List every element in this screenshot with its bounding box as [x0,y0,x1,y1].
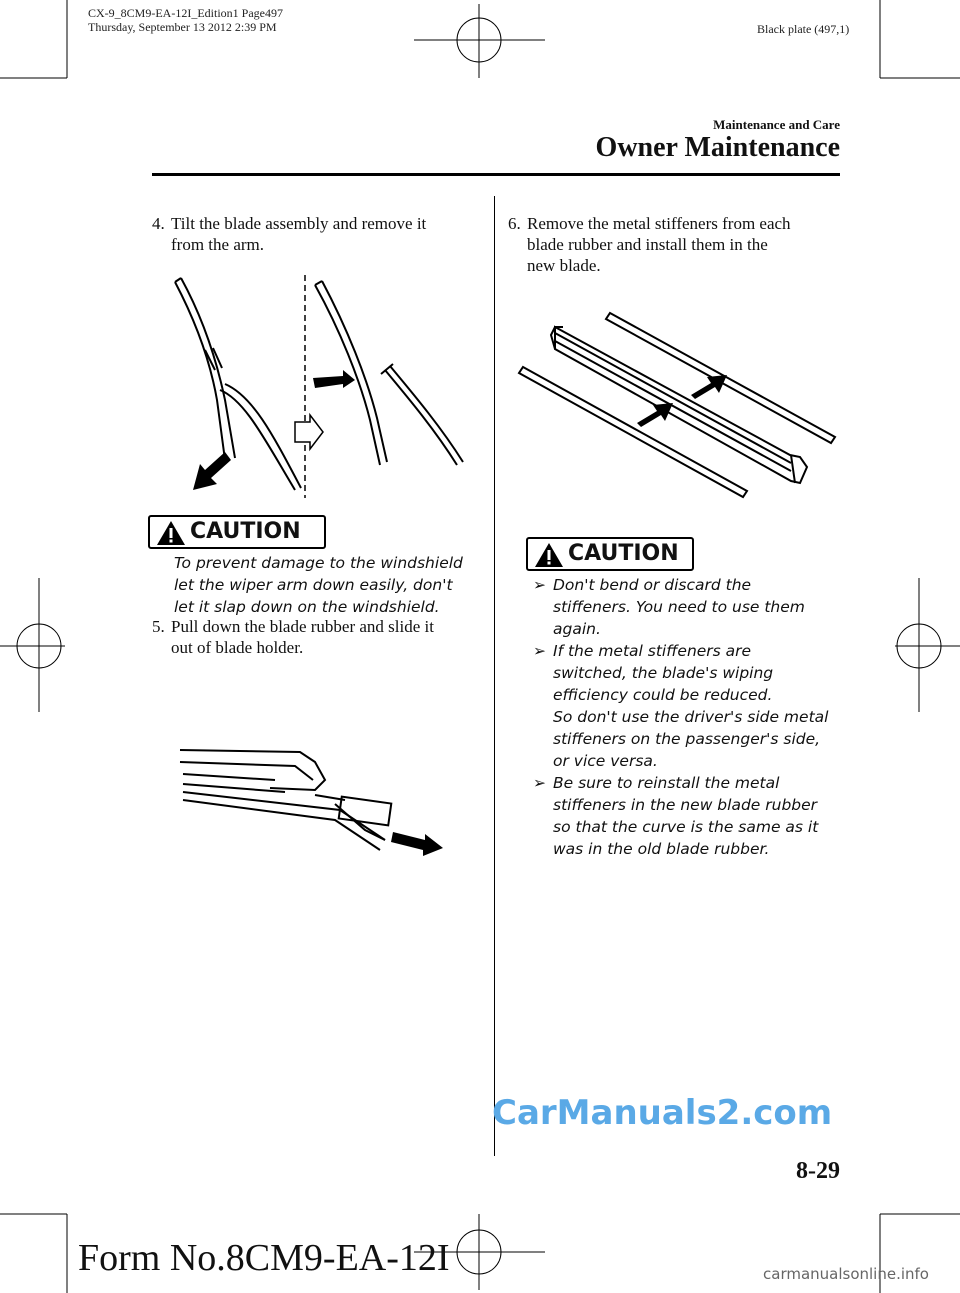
step-4-line1: Tilt the blade assembly and remove it [171,214,427,233]
step-5-number: 5. [152,617,165,636]
header-rule [152,173,840,176]
form-number: Form No.8CM9-EA-12I [78,1237,450,1279]
arrow-bullet-icon: ➢ [533,576,546,594]
caution-line: let it slap down on the windshield. [174,598,440,616]
file-info [88,6,283,34]
step-4-line2: from the arm. [171,235,264,254]
watermark-logo[interactable]: CarManuals2.com [492,1093,833,1133]
section-subtitle: Maintenance and Care [713,117,840,132]
file-info-line1: CX-9_8CM9-EA-12I_Edition1 Page497 [88,6,283,20]
step-4-number: 4. [152,214,165,233]
site-watermark[interactable]: carmanualsonline.info [763,1265,929,1283]
step-6 [508,213,848,281]
blade-rubber-illustration [175,740,455,860]
wiper-removal-illustration [165,270,470,500]
plate-label: Black plate (497,1) [757,22,850,36]
step-4 [152,213,482,261]
file-info-line2: Thursday, September 13 2012 2:39 PM [88,20,277,34]
arrow-bullet-icon: ➢ [533,774,546,792]
step-6-line2: blade rubber and install them in the [527,235,768,254]
step-5 [152,616,482,664]
warning-icon [534,542,564,568]
page-number: 8-29 [796,1158,840,1184]
step-6-line3: new blade. [527,256,601,275]
caution-text [174,552,484,618]
step-5-line1: Pull down the blade rubber and slide it [171,617,434,636]
caution-bullet: ➢ If the metal stiffeners are switched, the blade's wiping efficiency could be reduced. So don't use the driver's side metal stiffeners on the passenger's side, or vice versa. [533,642,829,770]
stiffener-illustration [515,305,845,500]
caution-bullet: ➢ Don't bend or discard the stiffeners. You need to use them again. [533,576,805,638]
caution-line: To prevent damage to the windshield [174,554,463,572]
section-title: Owner Maintenance [595,132,840,163]
caution-banner [148,515,326,549]
caution-line: let the wiper arm down easily, don't [174,576,453,594]
column-divider [494,196,495,1156]
caution-label: CAUTION [190,519,301,544]
step-5-line2: out of blade holder. [171,638,304,657]
caution-banner [526,537,694,571]
step-6-line1: Remove the metal stiffeners from each [527,214,791,233]
arrow-bullet-icon: ➢ [533,642,546,660]
step-6-number: 6. [508,214,521,233]
caution-bullet: ➢ Be sure to reinstall the metal stiffeners in the new blade rubber so that the curve is the same as it was in the old blade rubber. [533,774,819,858]
caution-bullets [533,574,853,860]
warning-icon [156,520,186,546]
caution-label: CAUTION [568,541,679,566]
